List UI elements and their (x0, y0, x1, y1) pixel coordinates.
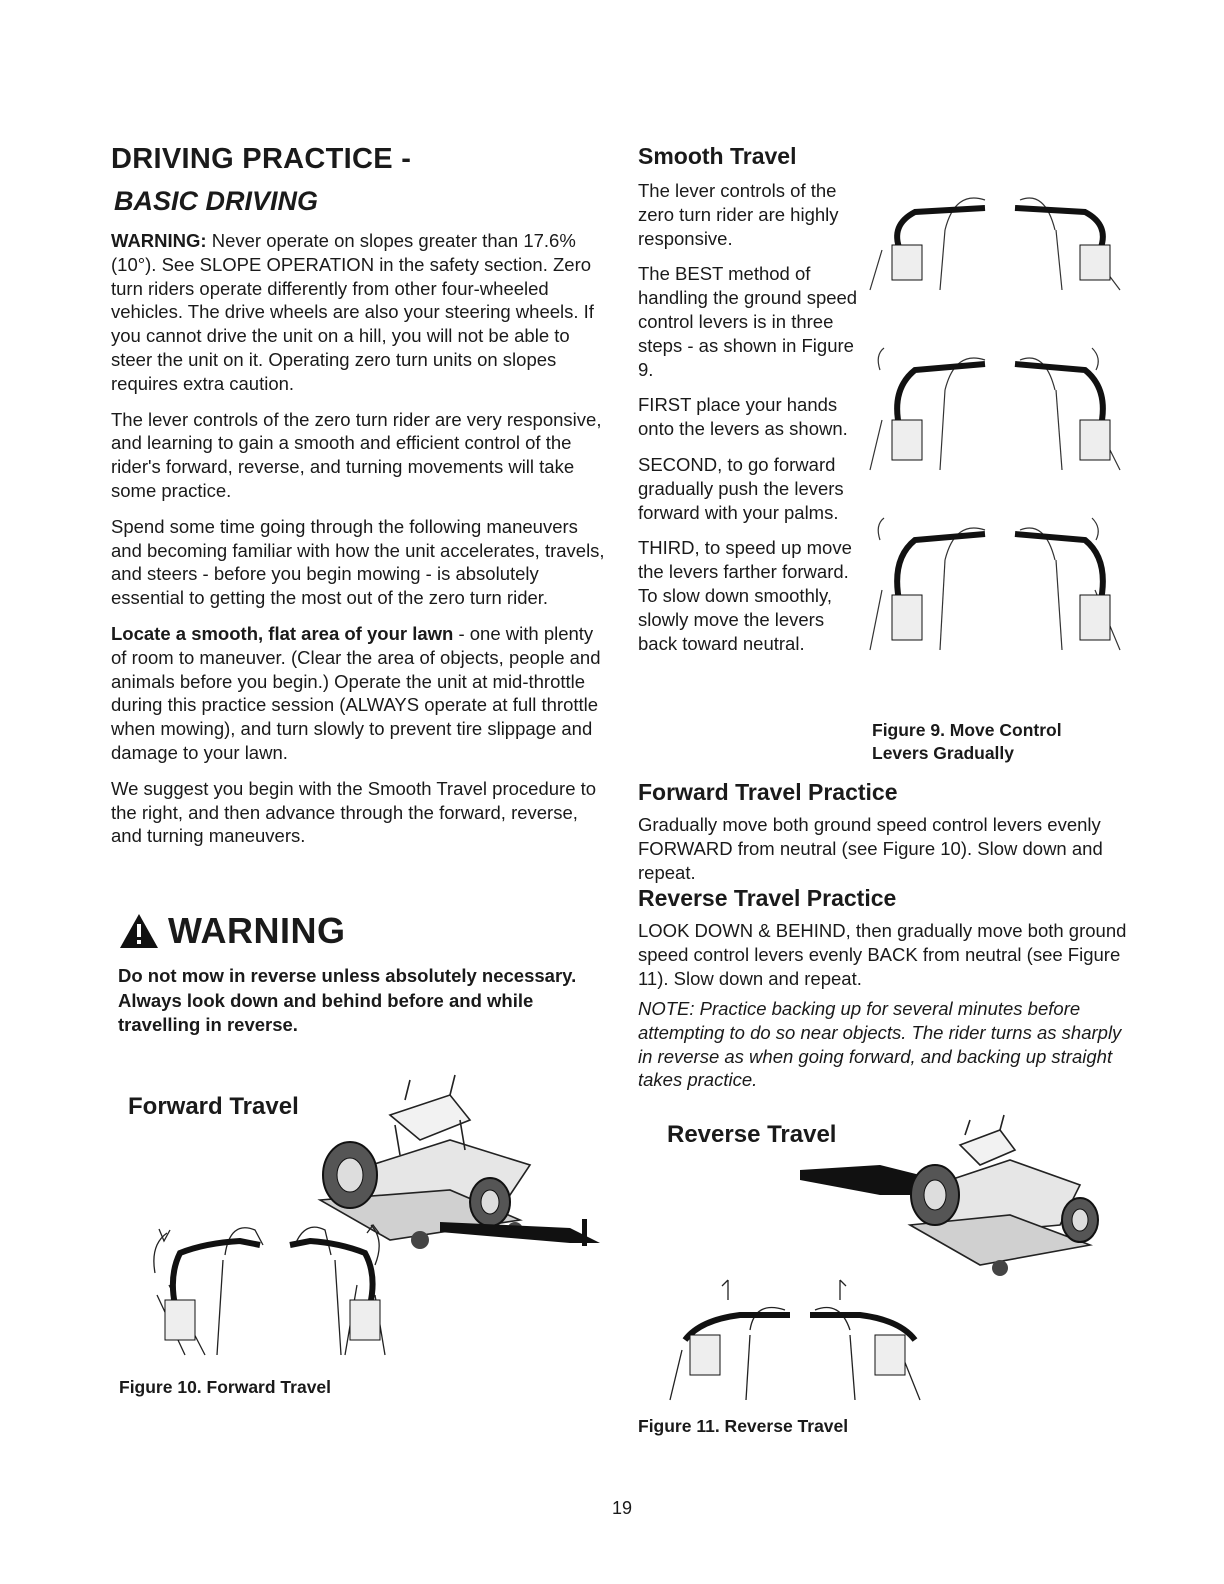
fig9-step3-illustration (870, 510, 1130, 650)
reverse-practice-title: Reverse Travel Practice (638, 885, 897, 911)
locate-area-bold: Locate a smooth, flat area of your lawn (111, 622, 454, 644)
locate-area-paragraph (111, 622, 611, 765)
smooth-p1: The lever controls of the zero turn rider are highly responsive. (638, 180, 839, 249)
reverse-note: NOTE: Practice backing up for several minutes before attempting to do so near objects. The rider turns as sharply in reverse as when going forward, and backing up straight takes practice. (638, 998, 1122, 1091)
fig10-label: Forward Travel (128, 1093, 299, 1120)
forward-practice-title: Forward Travel Practice (638, 779, 898, 805)
slope-warning-paragraph (111, 229, 611, 396)
warning-box-text: Do not mow in reverse unless absolutely necessary. Always look down and behind before and while travelling in reverse. (118, 965, 577, 1035)
reverse-levers-illustration (670, 1280, 930, 1400)
warning-box-title: WARNING (168, 910, 346, 951)
fig9-caption-line2: Levers Gradually (872, 743, 1015, 763)
fig10-caption: Figure 10. Forward Travel (119, 1377, 332, 1397)
warning-heading (118, 910, 598, 952)
smooth-travel-title: Smooth Travel (638, 143, 797, 169)
reverse-mower-illustration (800, 1120, 1120, 1280)
left-column (111, 143, 611, 848)
forward-practice-text: Gradually move both ground speed control levers evenly FORWARD from neutral (see Figure 10). Slow down and repeat. (638, 814, 1103, 883)
fig11-caption: Figure 11. Reverse Travel (638, 1416, 849, 1436)
fig11-label: Reverse Travel (667, 1121, 837, 1148)
warning-triangle-icon (118, 912, 160, 950)
smooth-p2: The BEST method of handling the ground speed control levers is in three steps - as shown in Figure 9. (638, 263, 858, 380)
warning-box (118, 910, 598, 1038)
locate-area-text: - one with plenty of room to maneuver. (Clear the area of objects, people and animals before you begin.) Operate the unit at mid-throttle during this practice session (ALWAYS operate at full throttle when mowing), and turn slowly to prevent tire slippage and damage to your lawn. (111, 622, 601, 763)
smooth-travel-text (638, 179, 866, 655)
page-number: 19 (611, 1498, 633, 1518)
reverse-practice-text: LOOK DOWN & BEHIND, then gradually move both ground speed control levers evenly BACK from neutral (see Figure 11). Slow down and repeat. (638, 920, 1127, 989)
warning-label: WARNING: (111, 230, 207, 251)
practice-paragraph: Spend some time going through the following maneuvers and becoming familiar with how the unit accelerates, travels, and steers - before you begin mowing - is absolutely essential to getting the most out of the zero turn rider. (111, 515, 605, 609)
section-subtitle: BASIC DRIVING (114, 186, 319, 216)
suggestion-paragraph: We suggest you begin with the Smooth Travel procedure to the right, and then advance through the forward, reverse, and turning maneuvers. (111, 777, 597, 847)
section-title: DRIVING PRACTICE - (111, 143, 412, 175)
smooth-p4: SECOND, to go forward gradually push the levers forward with your palms. (638, 453, 844, 523)
forward-levers-illustration (145, 1215, 405, 1355)
fig9-caption (872, 719, 1062, 765)
smooth-p5: THIRD, to speed up move the levers farther forward. To slow down smoothly, slowly move the levers back toward neutral. (638, 537, 852, 654)
responsive-paragraph: The lever controls of the zero turn rider are very responsive, and learning to gain a smooth and efficient control of the rider's forward, reverse, and turning movements will take some practice. (111, 408, 602, 501)
fig9-step1-illustration (870, 190, 1130, 290)
smooth-p3: FIRST place your hands onto the levers as shown. (638, 394, 848, 440)
fig9-step2-illustration (870, 340, 1130, 470)
warning-text: Never operate on slopes greater than 17.6% (10°). See SLOPE OPERATION in the safety section. Zero turn riders operate differently from other four-wheeled vehicles. The drive wheels are also your steering wheels. If you cannot drive the unit on a hill, you will not be able to steer the unit on it. Operating zero turn units on slopes requires extra caution. (111, 230, 594, 394)
fig9-caption-line1: Figure 9. Move Control (872, 720, 1062, 740)
